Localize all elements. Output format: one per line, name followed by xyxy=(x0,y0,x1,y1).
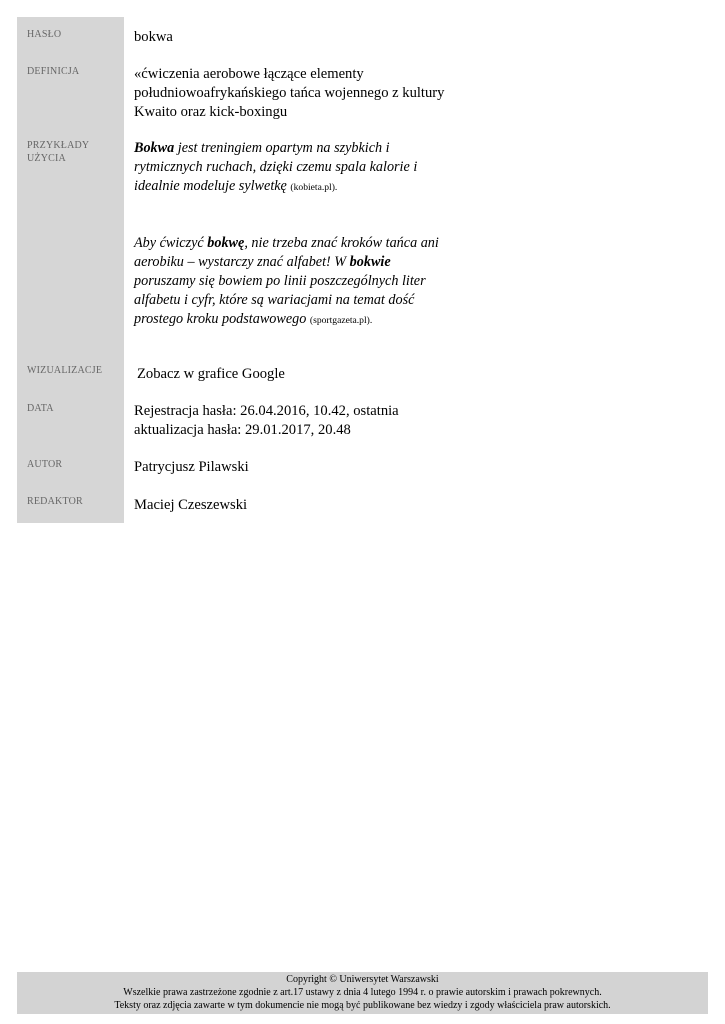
footer-rights: Wszelkie prawa zastrzeżone zgodnie z art.17 ustawy z dnia 4 lutego 1994 r. o prawie autorskim i prawach pokrewnych. xyxy=(123,987,602,998)
data-label: DATA xyxy=(27,403,54,414)
footer-notice: Teksty oraz zdjęcia zawarte w tym dokumencie nie mogą być publikowane bez wiedzy i zgody właściciela praw autorskich. xyxy=(114,1000,611,1011)
autor-label: AUTOR xyxy=(27,459,63,470)
redaktor-value: Maciej Czeszewski xyxy=(134,497,248,513)
copyright-footer xyxy=(17,972,708,1014)
example2-text2: , nie trzeba znać kroków tańca ani aerobiku – wystarczy znać alfabet! W xyxy=(134,235,439,270)
przyklady-label-line2: UŻYCIA xyxy=(27,153,66,164)
autor-value: Patrycjusz Pilawski xyxy=(134,459,249,475)
example2-bold1: bokwę xyxy=(207,235,245,251)
data-line-1: Rejestracja hasła: 26.04.2016, 10.42, ostatnia xyxy=(134,403,399,419)
przyklady-label xyxy=(27,139,89,165)
usage-example-1 xyxy=(134,139,434,197)
label-sidebar xyxy=(17,17,124,523)
wizualizacje-label: WIZUALIZACJE xyxy=(27,365,103,376)
example2-source: (sportgazeta.pl). xyxy=(309,315,373,326)
example2-bold2: bokwie xyxy=(349,254,391,270)
example2-text3: poruszamy się bowiem po linii poszczególnych liter alfabetu i cyfr, które są wariacjami na temat dość prostego kroku podstawowego xyxy=(134,273,426,327)
example1-bold: Bokwa xyxy=(134,140,175,156)
redaktor-label: REDAKTOR xyxy=(27,496,83,507)
example1-source: (kobieta.pl). xyxy=(290,182,338,193)
footer-copyright: Copyright © Uniwersytet Warszawski xyxy=(286,974,439,985)
example1-text: jest treningiem opartym na szybkich i rytmicznych ruchach, dzięki czemu spala kalorie i idealnie modeluje sylwetkę xyxy=(134,140,418,194)
data-line-2: aktualizacja hasła: 29.01.2017, 20.48 xyxy=(134,422,351,438)
haslo-label: HASŁO xyxy=(27,29,62,40)
usage-example-2 xyxy=(134,234,452,330)
definicja-value: «ćwiczenia aerobowe łączące elementy południowoafrykańskiego tańca wojennego z kultury Kwaito oraz kick-boxingu xyxy=(134,66,445,120)
example2-text1: Aby ćwiczyć xyxy=(134,235,208,251)
google-images-link[interactable]: Zobacz w grafice Google xyxy=(137,366,285,382)
przyklady-label-line1: PRZYKŁADY xyxy=(27,140,90,151)
haslo-value: bokwa xyxy=(134,29,173,45)
data-value xyxy=(134,402,464,440)
definicja-label: DEFINICJA xyxy=(27,66,80,77)
